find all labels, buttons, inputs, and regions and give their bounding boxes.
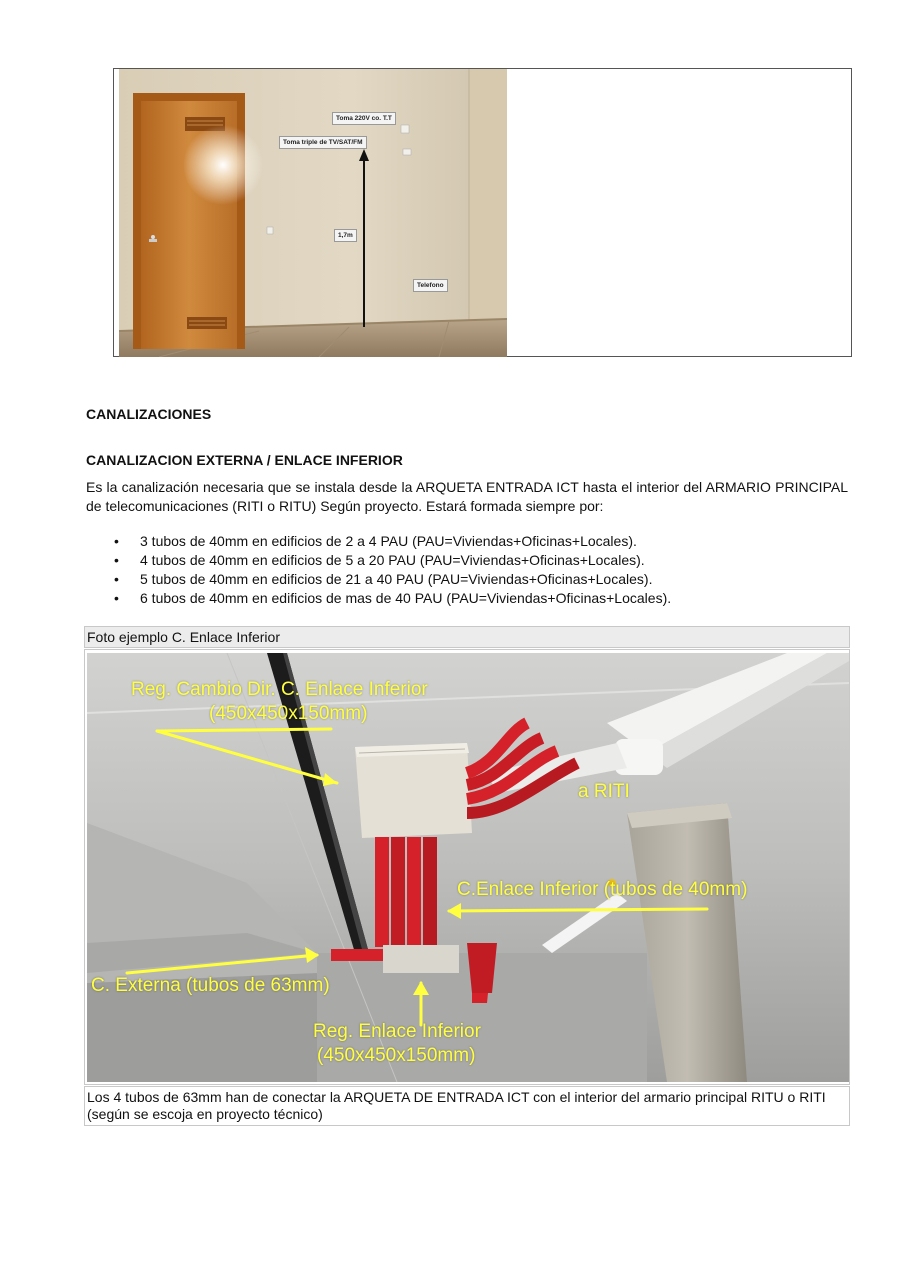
label-enlace-inferior: C.Enlace Inferior (tubos de 40mm) [457,879,748,900]
room-photo [119,69,507,357]
label-reg-enlace-size: (450x450x150mm) [317,1045,476,1066]
list-item: • 6 tubos de 40mm en edificios de mas de 40 PAU (PAU=Viviendas+Oficinas+Locales). [86,589,848,608]
label-reg-cambio: Reg. Cambio Dir. C. Enlace Inferior [131,679,428,700]
photo-caption-header: Foto ejemplo C. Enlace Inferior [84,626,850,648]
bullet-list [86,532,848,608]
label-reg-cambio-size: (450x450x150mm) [209,703,368,724]
heading-canalizacion-externa: CANALIZACION EXTERNA / ENLACE INFERIOR [86,452,403,468]
label-toma-triple: Toma triple de TV/SAT/FM [279,136,367,149]
figure-room [113,68,852,357]
list-item: • 3 tubos de 40mm en edificios de 2 a 4 PAU (PAU=Viviendas+Oficinas+Locales). [86,532,848,551]
label-a-riti: a RITI [578,781,630,802]
label-externa: C. Externa (tubos de 63mm) [91,975,330,996]
label-telefono: Telefono [413,279,448,292]
room-illustration [119,69,507,357]
label-height: 1,7m [334,229,357,242]
label-toma-220: Toma 220V co. T.T [332,112,396,125]
photo-caption-footer: Los 4 tubos de 63mm han de conectar la ARQUETA DE ENTRADA ICT con el interior del armario principal RITU o RITI (según se escoja en proyecto técnico) [84,1086,850,1126]
list-item: • 5 tubos de 40mm en edificios de 21 a 40 PAU (PAU=Viviendas+Oficinas+Locales). [86,570,848,589]
figure-ducts [84,649,850,1085]
heading-canalizaciones: CANALIZACIONES [86,406,212,422]
body-paragraph: Es la canalización necesaria que se instala desde la ARQUETA ENTRADA ICT hasta el interior del ARMARIO PRINCIPAL de telecomunicaciones (RITI o RITU) Según proyecto. Estará formada siempre por: [86,479,848,514]
duct-photo [87,653,849,1082]
duct-illustration [87,653,849,1082]
list-item: • 4 tubos de 40mm en edificios de 5 a 20 PAU (PAU=Viviendas+Oficinas+Locales). [86,551,848,570]
label-reg-enlace: Reg. Enlace Inferior [313,1021,481,1042]
